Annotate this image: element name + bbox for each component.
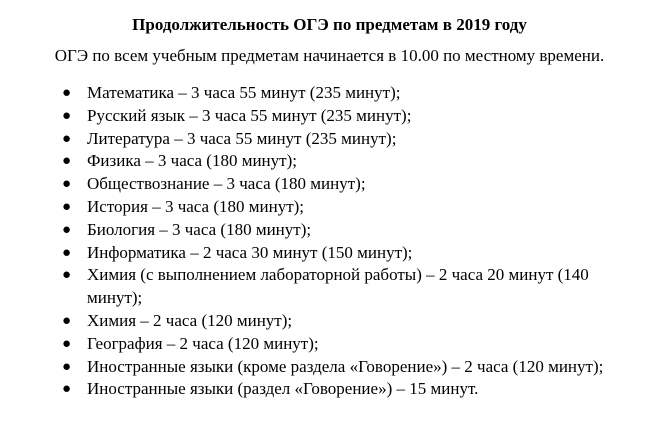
list-item (0, 264, 659, 310)
list-item (0, 128, 659, 151)
bullet-icon: ● (62, 153, 72, 170)
list-item (0, 150, 659, 173)
document-title: Продолжительность ОГЭ по предметам в 2019 году (132, 15, 527, 34)
bullet-icon: ● (62, 130, 72, 147)
bullet-icon: ● (62, 335, 72, 352)
list-item (0, 196, 659, 219)
bullet-icon: ● (62, 176, 72, 193)
bullet-icon: ● (62, 244, 72, 261)
list-item-text: Русский язык – 3 часа 55 минут (235 минут); (87, 105, 412, 125)
list-item-text: Математика – 3 часа 55 минут (235 минут); (87, 83, 401, 102)
list-item-text: География – 2 часа (120 минут); (87, 333, 319, 353)
list-item (0, 105, 659, 128)
list-item-text: Физика – 3 часа (180 минут); (87, 151, 297, 171)
list-item (0, 333, 659, 356)
list-item (0, 242, 659, 265)
list-item-text: Иностранные языки (кроме раздела «Говорение») – 2 часа (120 минут); (87, 356, 604, 376)
list-item (0, 219, 659, 242)
bullet-icon: ● (62, 381, 72, 398)
bullet-icon: ● (62, 267, 72, 284)
intro-paragraph: ОГЭ по всем учебным предметам начинается в 10.00 по местному времени. (54, 46, 605, 65)
list-item-text: Литература – 3 часа 55 минут (235 минут); (87, 128, 397, 148)
list-item-text: История – 3 часа (180 минут); (87, 196, 305, 216)
bullet-icon: ● (62, 358, 72, 375)
bullet-icon: ● (62, 85, 72, 101)
list-item-text: Химия (с выполнением лабораторной работы) – 2 часа 20 минут (140 минут); (87, 265, 589, 308)
list-item-text: Химия – 2 часа (120 минут); (87, 310, 293, 330)
bullet-icon: ● (62, 107, 72, 124)
list-item-text: Обществознание – 3 часа (180 минут); (87, 174, 366, 194)
bullet-icon: ● (62, 221, 72, 238)
list-item (0, 82, 659, 105)
list-item (0, 356, 659, 379)
list-item-text: Биология – 3 часа (180 минут); (87, 219, 312, 239)
bullet-icon: ● (62, 312, 72, 329)
bullet-icon: ● (62, 198, 72, 215)
list-item (0, 378, 659, 401)
exam-duration-list (0, 82, 659, 401)
list-item-text: Иностранные языки (раздел «Говорение») – 15 минут. (87, 379, 479, 399)
list-item (0, 310, 659, 333)
list-item-text: Информатика – 2 часа 30 минут (150 минут); (87, 242, 413, 262)
list-item (0, 173, 659, 196)
